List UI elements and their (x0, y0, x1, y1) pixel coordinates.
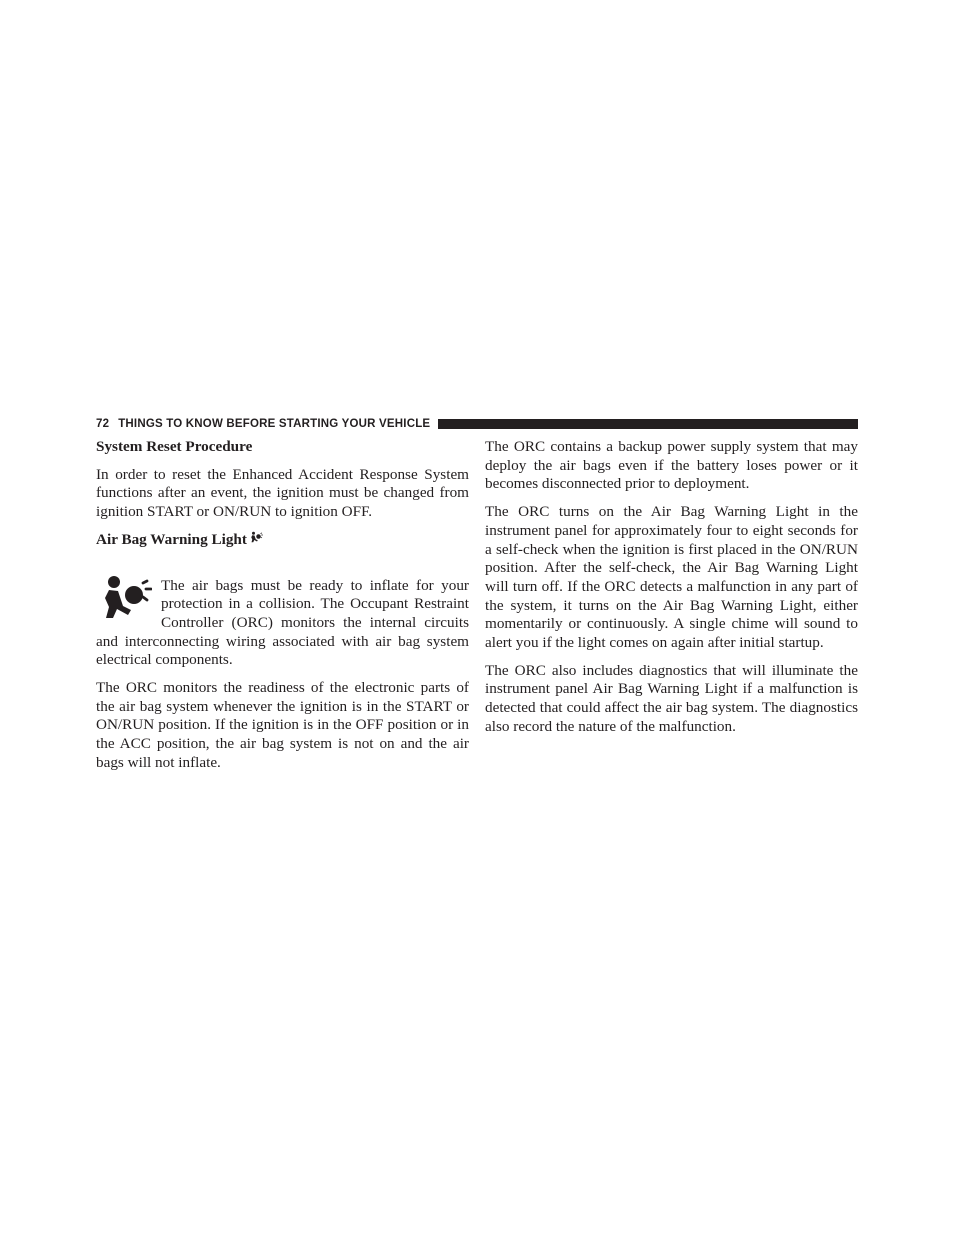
airbag-heading-text: Air Bag Warning Light (96, 530, 247, 548)
airbag-warning-icon (249, 531, 263, 545)
page-number: 72 (96, 418, 110, 430)
system-reset-heading: System Reset Procedure (96, 438, 253, 455)
airbag-paragraph-1-text: The air bags must be ready to inflate for your protection in a collision. The Occupant Restraint Controller (ORC) monitors the internal circuits and interconnecting wiring associated with air bag system electrical components. (96, 576, 469, 669)
right-column (485, 438, 858, 746)
airbag-paragraph-1 (96, 577, 469, 671)
section-title: THINGS TO KNOW BEFORE STARTING YOUR VEHICLE (118, 418, 431, 430)
airbag-paragraph-2: The ORC monitors the readiness of the electronic parts of the air bag system whenever the ignition is in the START or ON/RUN position. If the ignition is in the OFF position or in the ACC position, the air bag system is not on and the air bags will not inflate. (96, 679, 469, 771)
left-column (96, 438, 469, 782)
orc-diagnostics-paragraph: The ORC also includes diagnostics that will illuminate the instrument panel Air Bag Warning Light if a malfunction is detected that could affect the air bag system. The diagnostics also record the nature of the malfunction. (485, 661, 858, 735)
system-reset-text: In order to reset the Enhanced Accident Response System functions after an event, the ignition must be changed from ignition START or ON/RUN to ignition OFF. (96, 465, 469, 521)
airbag-warning-icon (96, 573, 152, 629)
airbag-warning-heading (96, 531, 469, 550)
page-header (96, 417, 858, 431)
orc-backup-paragraph: The ORC contains a backup power supply system that may deploy the air bags even if the battery loses power or it becomes disconnected prior to deployment. (485, 438, 858, 493)
orc-self-check-paragraph: The ORC turns on the Air Bag Warning Light in the instrument panel for approximately four to eight seconds for a self-check when the ignition is first placed in the ON/RUN position. After the self-check, the Air Bag Warning Light will turn off. If the ORC detects a malfunction in any part of the system, it turns on the Air Bag Warning Light, either momentarily or continuously. A single chime will sound to alert you if the light comes on again after initial startup. (485, 503, 858, 652)
header-rule (438, 419, 858, 429)
